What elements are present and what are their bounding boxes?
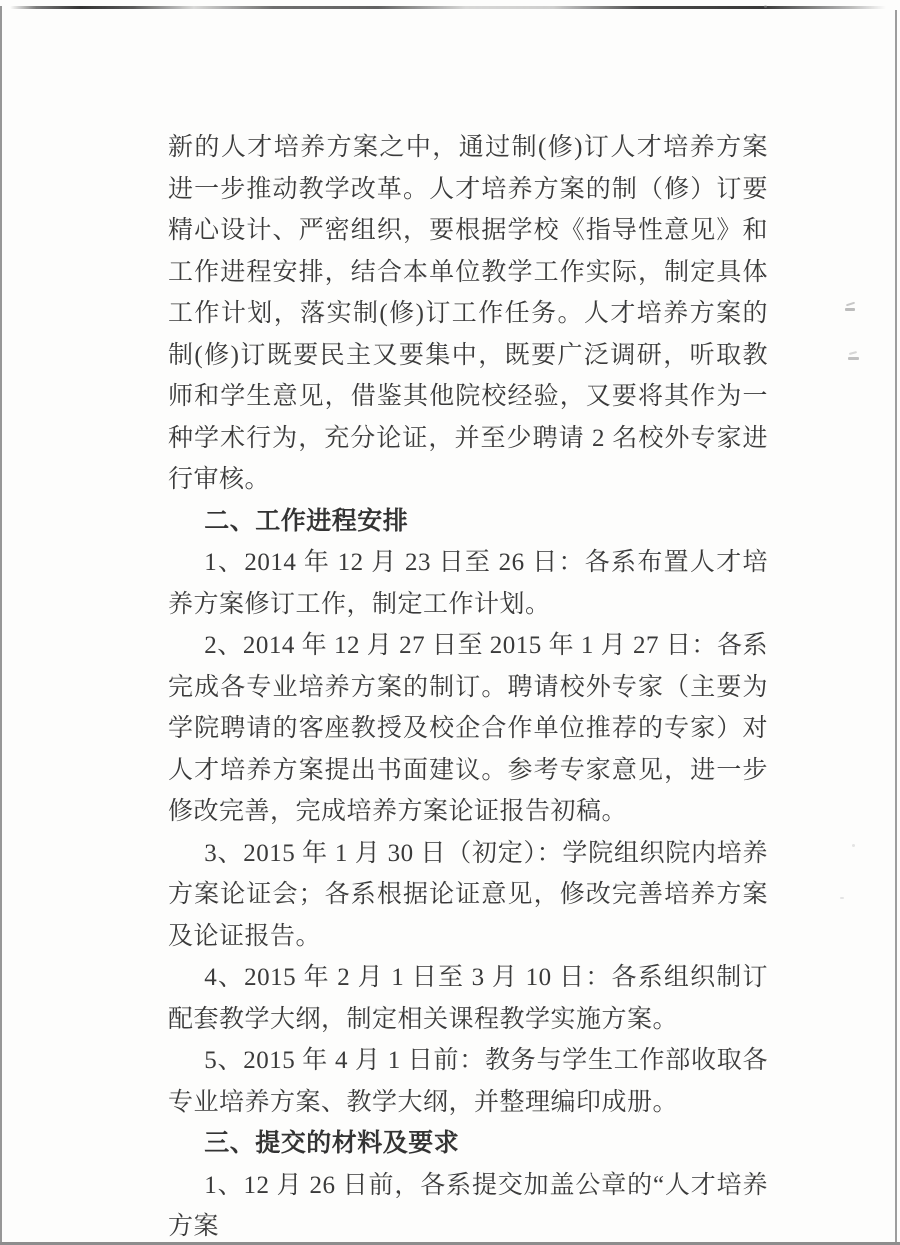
- scan-smudge: [846, 302, 855, 307]
- scan-speck: [840, 897, 844, 899]
- schedule-item-1: 1、2014 年 12 月 23 日至 26 日：各系布置人才培养方案修订工作，制定工作计划。: [168, 549, 768, 618]
- schedule-item-3: 3、2015 年 1 月 30 日（初定）：学院组织院内培养方案论证会；各系根据论证意见，修改完善培养方案及论证报告。: [168, 839, 768, 950]
- document-body: [168, 127, 768, 1245]
- materials-item-1: 1、12 月 26 日前，各系提交加盖公章的“人才培养方案: [168, 1171, 768, 1240]
- scan-smudge: [845, 308, 855, 311]
- scan-smudge: [848, 357, 859, 360]
- scan-artifact-left-edge: [0, 6, 2, 1245]
- paragraph-intro-continuation: 新的人才培养方案之中，通过制(修)订人才培养方案进一步推动教学改革。人才培养方案的制（修）订要精心设计、严密组织，要根据学校《指导性意见》和工作进程安排，结合本单位教学工作实际，制定具体工作计划，落实制(修)订工作任务。人才培养方案的制(修)订既要民主又要集中，既要广泛调研，听取教师和学生意见，借鉴其他院校经验，又要将其作为一种学术行为，充分论证，并至少聘请 2 名校外专家进行审核。: [168, 134, 768, 493]
- schedule-item-2: 2、2014 年 12 月 27 日至 2015 年 1 月 27 日：各系完成各专业培养方案的制订。聘请校外专家（主要为学院聘请的客座教授及校企合作单位推荐的专家）对人才培养方案提出书面建议。参考专家意见，进一步修改完善，完成培养方案论证报告初稿。: [168, 632, 768, 825]
- scan-artifact-top-line: [10, 6, 886, 9]
- scan-artifact-right-edge: [895, 10, 897, 1245]
- section-heading-work-schedule: 二、工作进程安排: [204, 507, 409, 535]
- schedule-item-5: 5、2015 年 4 月 1 日前：教务与学生工作部收取各专业培养方案、教学大纲，并整理编印成册。: [168, 1047, 768, 1116]
- section-heading-materials-requirements: 三、提交的材料及要求: [204, 1130, 460, 1157]
- schedule-item-4: 4、2015 年 2 月 1 日至 3 月 10 日：各系组织制订配套教学大纲，制定相关课程教学实施方案。: [168, 964, 768, 1033]
- scan-speck: [852, 844, 855, 847]
- scan-smudge: [849, 351, 857, 355]
- scan-speck: [764, 5, 767, 8]
